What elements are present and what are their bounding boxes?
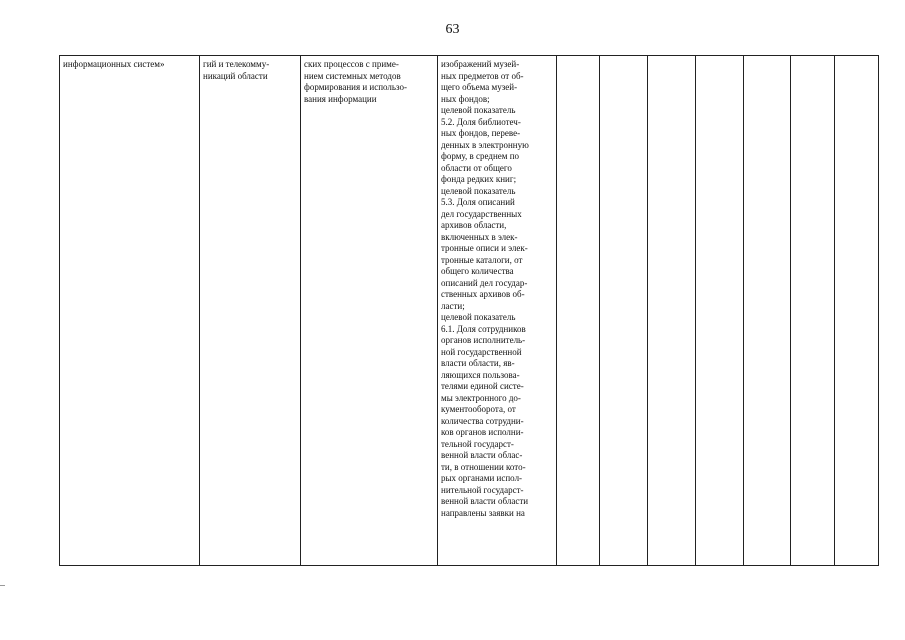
cell-task-text: ских процессов с приме- нием системных методов формирования и использо- вания информации [304, 59, 408, 104]
empty-cell [744, 56, 791, 566]
cell-task [301, 56, 438, 566]
cell-responsible [200, 56, 301, 566]
empty-cell [835, 56, 879, 566]
empty-cell [791, 56, 835, 566]
empty-cell [648, 56, 696, 566]
program-table [59, 55, 879, 566]
empty-cell [557, 56, 600, 566]
cell-system-name-text: информационных систем» [63, 59, 165, 69]
table-row [60, 56, 879, 566]
cell-indicators-text: изображений музей- ных предметов от об- щего объема музей- ных фондов; целевой показатель 5.2. Доля библиотеч- ных фондов, переве- денных в электронную форму, в среднем по области от общего фонда редких книг; целевой показатель 5.3. Доля описаний дел государственных архивов области, включенных в элек- тронные описи и элек- тронные каталоги, от общего количества описаний дел государ- ственных архивов об- ласти; целевой показатель 6.1. Доля сотрудников органов исполнитель- ной государственной власти области, яв- ляющихся пользова- телями единой систе- мы электронного до- кументооборота, от количества сотрудни- ков органов исполни- тельной государст- венной власти облас- ти, в отношении кото- рых органами испол- нительной государст- венной власти области направлены заявки на [441, 59, 529, 518]
empty-cell [696, 56, 744, 566]
scan-edge-mark [0, 585, 5, 586]
cell-responsible-text: гий и телекомму- никаций области [203, 59, 270, 81]
page-number: 63 [445, 22, 460, 37]
cell-system-name [60, 56, 200, 566]
cell-indicators [438, 56, 557, 566]
empty-cell [600, 56, 648, 566]
